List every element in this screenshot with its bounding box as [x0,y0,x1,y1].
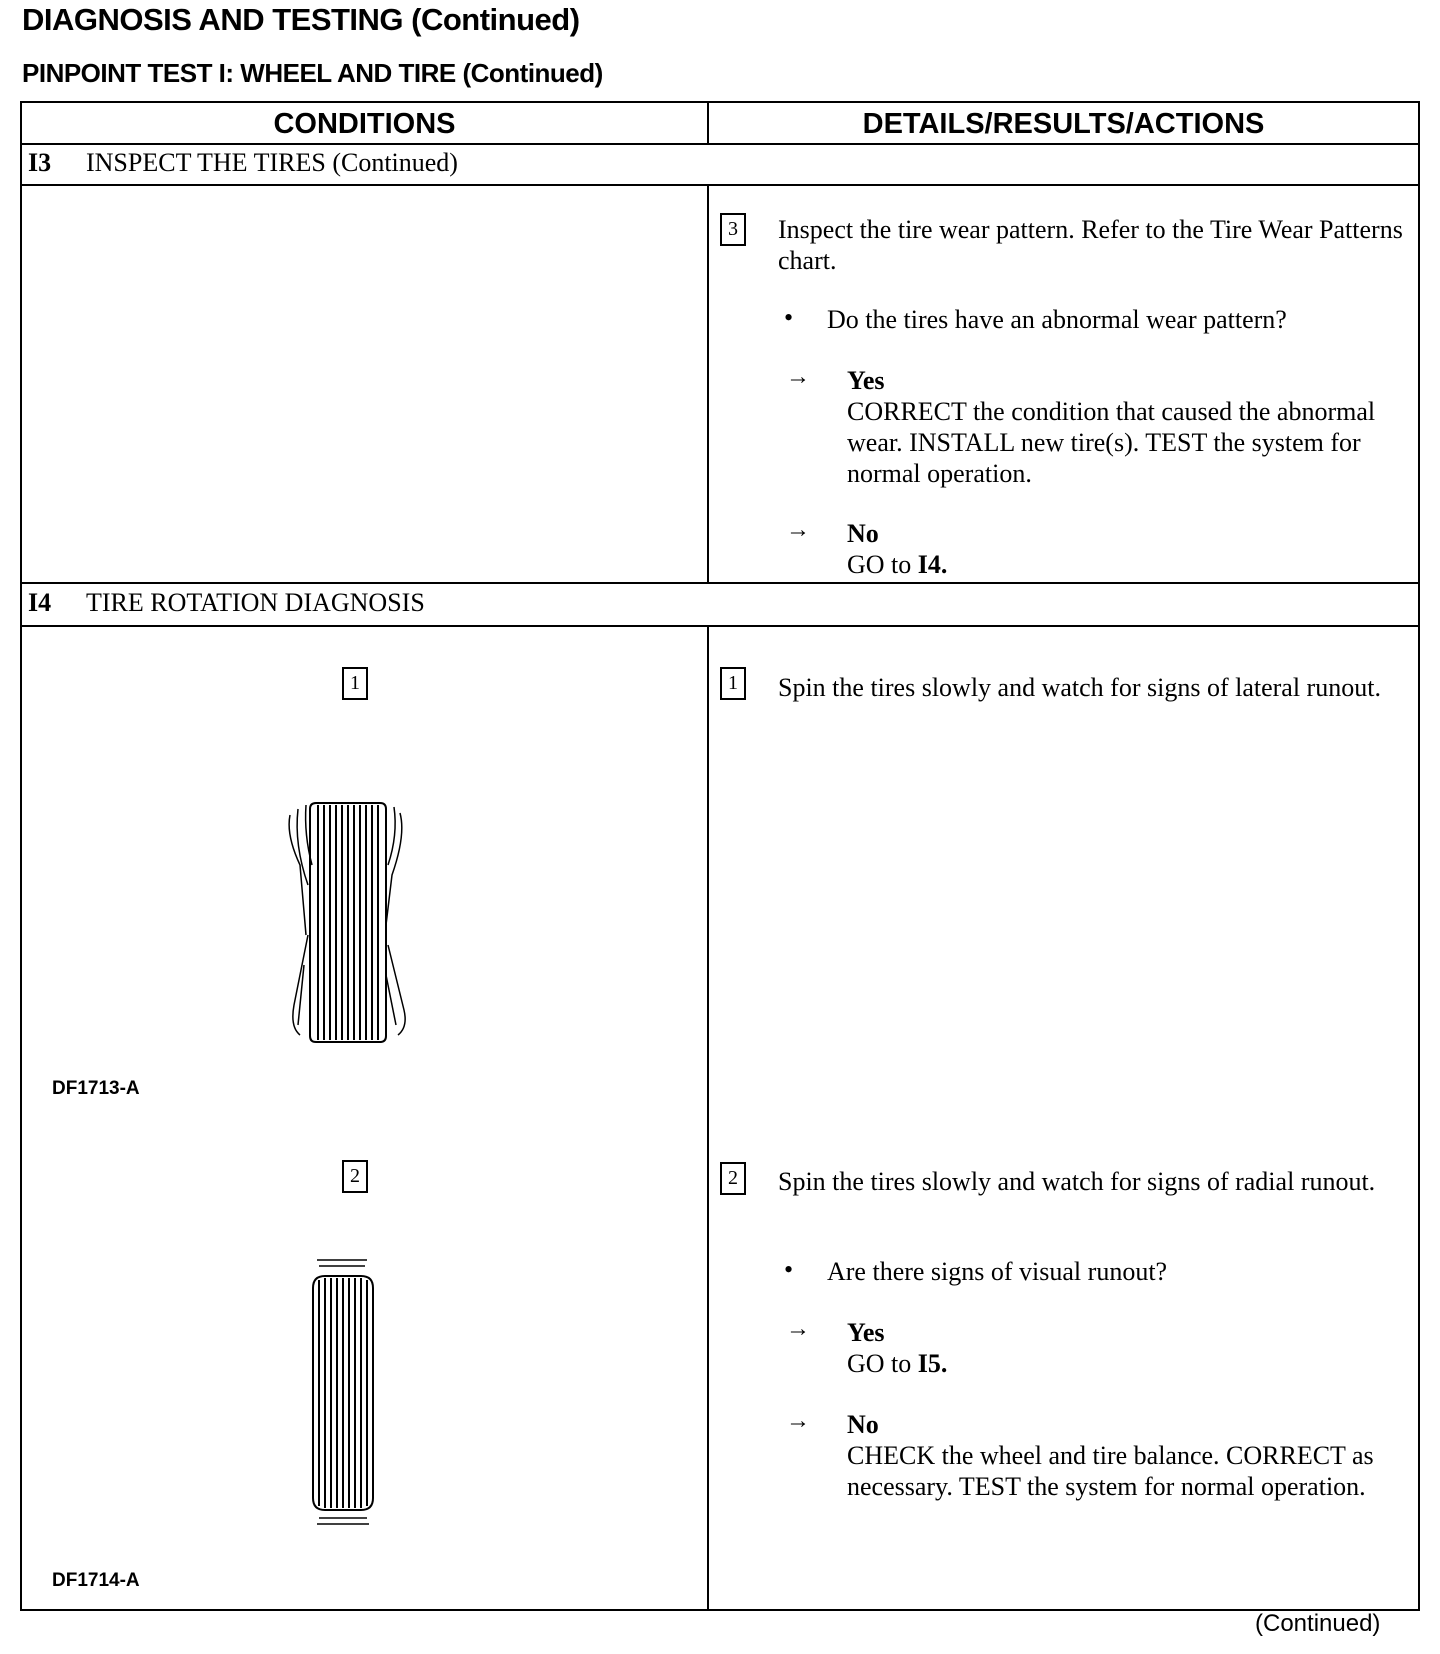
no-label: No [847,519,879,548]
page-title: DIAGNOSIS AND TESTING (Continued) [22,2,580,37]
step-instruction: Spin the tires slowly and watch for signs of lateral runout. [778,673,1381,702]
figure-id: DF1714-A [52,1570,140,1591]
page-subtitle: PINPOINT TEST I: WHEEL AND TIRE (Continued) [22,58,603,88]
step-number-box: 2 [720,1162,746,1195]
section-title: INSPECT THE TIRES (Continued) [86,148,458,177]
yes-action: CORRECT the condition that caused the abnormal wear. INSTALL new tire(s). TEST the system for normal operation. [847,397,1376,488]
go-to-text: GO to [847,550,912,579]
lateral-runout-tire-illustration [280,795,420,1050]
step-instruction: Spin the tires slowly and watch for signs of radial runout. [778,1167,1376,1196]
figure-id: DF1713-A [52,1078,140,1099]
figure-number-box: 1 [342,667,368,700]
section-id: I3 [28,148,52,177]
go-to-text: GO to [847,1349,912,1378]
section-id: I4 [28,588,52,617]
section-i4-title [28,588,425,618]
i3-title-rule [20,184,1420,186]
yes-label: Yes [847,1318,885,1347]
bullet-icon: • [784,303,794,332]
radial-runout-tire-illustration [305,1258,385,1528]
continued-label: (Continued) [1255,1610,1381,1637]
arrow-right-icon: → [786,517,810,543]
step-number-box: 3 [720,213,746,246]
no-label: No [847,1410,879,1439]
no-action [847,549,1407,580]
result-yes [847,1317,1407,1379]
arrow-right-icon: → [786,1316,810,1342]
arrow-right-icon: → [786,1408,810,1434]
bullet-icon: • [784,1255,794,1284]
i4-top-rule [20,582,1420,584]
go-to-target: I4. [917,550,948,579]
section-title: TIRE ROTATION DIAGNOSIS [86,588,425,617]
yes-label: Yes [847,366,885,395]
no-action: CHECK the wheel and tire balance. CORRECT as necessary. TEST the system for normal operation. [847,1441,1374,1501]
figure-number-box: 2 [342,1160,368,1193]
result-yes [847,365,1407,489]
column-divider [707,625,709,1611]
i4-title-rule [20,625,1420,627]
section-i3-title [28,148,458,178]
column-divider [707,184,709,584]
yes-action [847,1348,1407,1379]
result-no [847,518,1407,580]
result-no [847,1409,1407,1502]
conditions-header: CONDITIONS [273,108,456,140]
arrow-right-icon: → [786,364,810,390]
step-question: Are there signs of visual runout? [827,1257,1168,1286]
step-instruction: Inspect the tire wear pattern. Refer to the Tire Wear Patterns chart. [778,215,1403,275]
step-number-box: 1 [720,667,746,700]
details-header: DETAILS/RESULTS/ACTIONS [862,108,1265,140]
step-question: Do the tires have an abnormal wear pattern? [827,305,1287,334]
go-to-target: I5. [917,1349,948,1378]
